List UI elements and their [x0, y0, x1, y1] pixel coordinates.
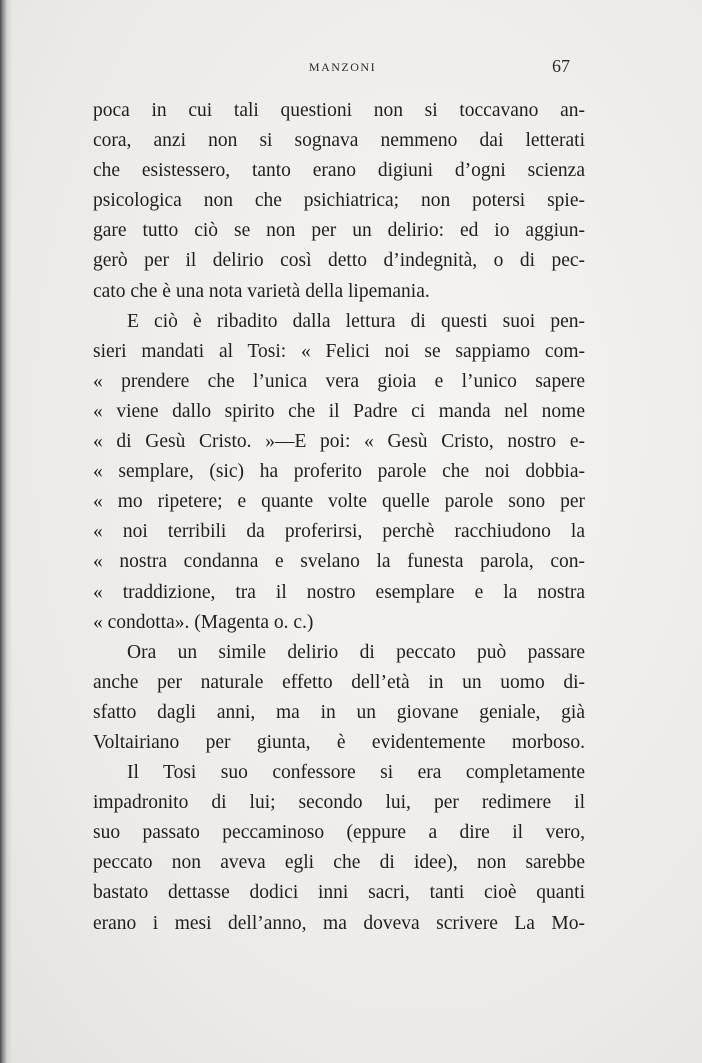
- text-line: impadronito di lui; secondo lui, per redimere il: [93, 792, 585, 814]
- text-line: « semplare, (sic) ha proferito parole che noi dobbia-: [93, 461, 585, 483]
- text-line: « prendere che l’unica vera gioia e l’unico sapere: [93, 370, 585, 392]
- text-line: erano i mesi dell’anno, ma doveva scrivere La Mo-: [93, 912, 585, 934]
- text-line: suo passato peccaminoso (eppure a dire il vero,: [93, 822, 585, 844]
- text-line: psicologica non che psichiatrica; non potersi spie-: [93, 190, 585, 212]
- text-line: gare tutto ciò se non per un delirio: ed io aggiun-: [93, 220, 585, 242]
- text-line: poca in cui tali questioni non si toccavano an-: [93, 100, 585, 121]
- text-line: « viene dallo spirito che il Padre ci manda nel nome: [93, 400, 585, 422]
- text-line: cato che è una nota varietà della lipemania.: [93, 280, 430, 302]
- page-binding-edge: [0, 0, 12, 1063]
- text-line: sieri mandati al Tosi: « Felici noi se sappiamo com-: [93, 340, 585, 362]
- text-line: « traddizione, tra il nostro esemplare e la nostra: [93, 581, 585, 603]
- text-line: cora, anzi non si sognava nemmeno dai letterati: [93, 130, 585, 152]
- text-line: « condotta». (Magenta o. c.): [93, 611, 314, 633]
- text-line: E ciò è ribadito dalla lettura di questi suoi pen-: [127, 310, 585, 332]
- text-line: Voltairiano per giunta, è evidentemente morboso.: [93, 731, 585, 753]
- text-line: peccato non aveva egli che di idee), non sarebbe: [93, 852, 585, 874]
- text-line: Il Tosi suo confessore si era completamente: [127, 762, 585, 784]
- text-line: Ora un simile delirio di peccato può passare: [127, 641, 585, 663]
- text-line: che esistessero, tanto erano digiuni d’ogni scienza: [93, 160, 585, 182]
- page-number: 67: [552, 56, 570, 76]
- running-head: MANZONI: [308, 60, 377, 74]
- text-line: bastato dettasse dodici inni sacri, tanti cioè quanti: [93, 882, 585, 904]
- text-line: « mo ripetere; e quante volte quelle parole sono per: [93, 491, 585, 513]
- text-line: anche per naturale effetto dell’età in un uomo di-: [93, 671, 585, 693]
- text-line: « nostra condanna e svelano la funesta parola, con-: [93, 551, 585, 573]
- text-line: « noi terribili da proferirsi, perchè racchiudono la: [93, 521, 585, 543]
- page-header: [95, 56, 590, 80]
- text-line: sfatto dagli anni, ma in un giovane geniale, già: [93, 701, 585, 723]
- text-line: gerò per il delirio così detto d’indegnità, o di pec-: [93, 250, 585, 272]
- text-line: « di Gesù Cristo. »—E poi: « Gesù Cristo, nostro e-: [93, 431, 585, 453]
- body-text: [93, 96, 585, 939]
